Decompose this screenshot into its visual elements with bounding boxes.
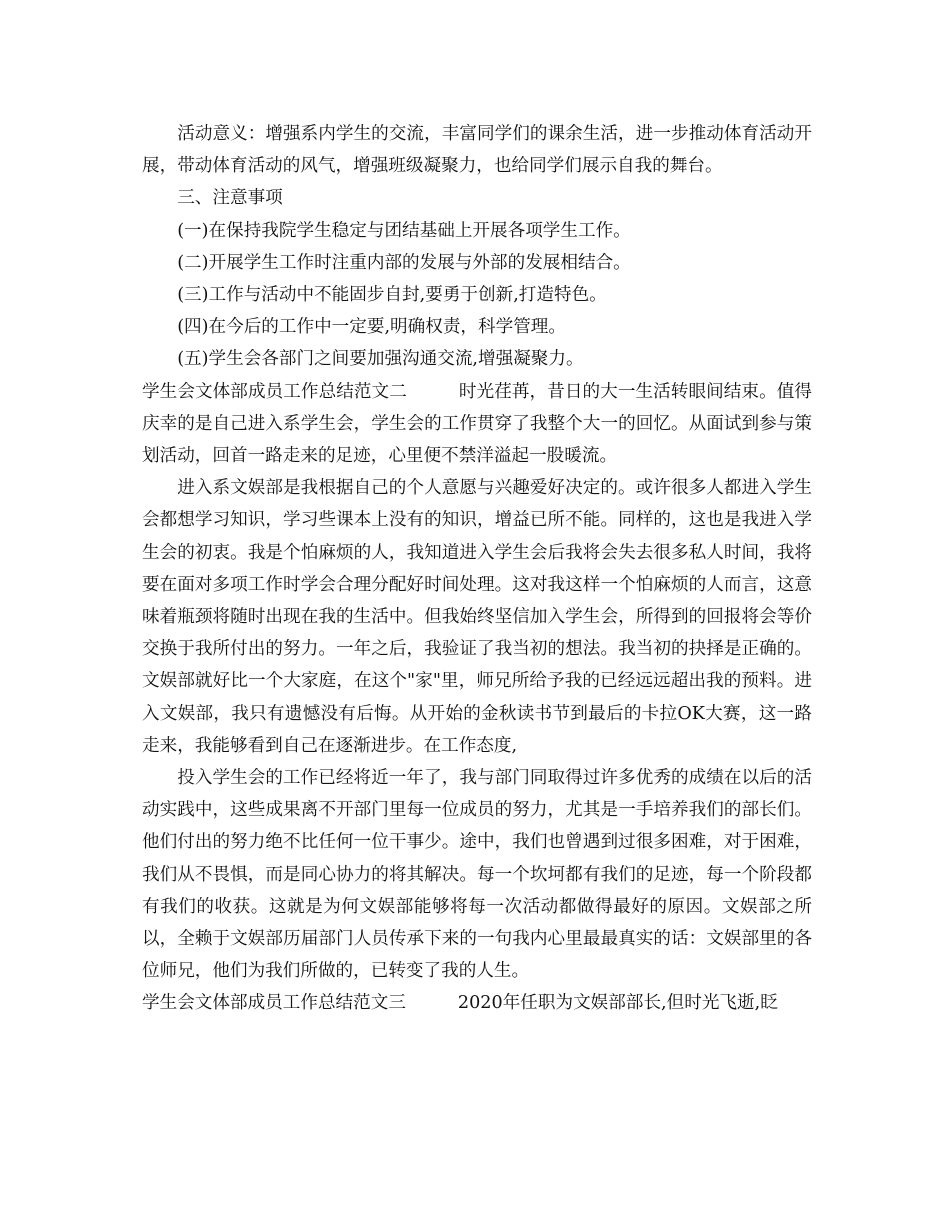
heading-notes: 三、注意事项: [177, 188, 283, 209]
paragraph-activity-significance: 活动意义：增强系内学生的交流，丰富同学们的课余生活，进一步推动体育活动开展，带动体育活动的风气，增强班级凝聚力，也给同学们展示自我的舞台。: [142, 124, 812, 177]
section-two-title: 学生会文体部成员工作总结范文二: [142, 381, 407, 402]
list-item: (五)学生会各部门之间要加强沟通交流,增强凝聚力。: [177, 349, 584, 370]
section-two-paragraph: [142, 376, 812, 473]
list-item: (二)开展学生工作时注重内部的发展与外部的发展相结合。: [177, 252, 631, 273]
document-body: [142, 118, 812, 1020]
section-two-lead: 时光荏苒，昔日的大一生活转眼间结束。值得庆幸的是自己进入系学生会，学生会的工作贯穿了我整个大一的回忆。从面试到参与策划活动，回首一路走来的足迹，心里便不禁洋溢起一股暖流。: [142, 381, 812, 467]
section-three-paragraph: [142, 987, 812, 1019]
list-item: (三)工作与活动中不能固步自封,要勇于创新,打造特色。: [177, 285, 607, 306]
body-paragraph: 进入系文娱部是我根据自己的个人意愿与兴趣爱好决定的。或许很多人都进入学生会都想学习知识，学习些课本上没有的知识，增益已所不能。同样的，这也是我进入学生会的初衷。我是个怕麻烦的人，我知道进入学生会后我将会失去很多私人时间，我将要在面对多项工作时学会合理分配好时间处理。这对我这样一个怕麻烦的人而言，这意味着瓶颈将随时出现在我的生活中。但我始终坚信加入学生会，所得到的回报将会等价交换于我所付出的努力。一年之后，我验证了我当初的想法。我当初的抉择是正确的。文娱部就好比一个大家庭，在这个"家"里，师兄所给予我的已经远远超出我的预料。进入文娱部，我只有遗憾没有后悔。从开始的金秋读书节到最后的卡拉OK大赛，这一路走来，我能够看到自己在逐渐进步。在工作态度,: [142, 478, 812, 756]
list-item: (一)在保持我院学生稳定与团结基础上开展各项学生工作。: [177, 220, 631, 241]
section-three-lead: 2020年任职为文娱部部长,但时光飞逝,眨: [457, 993, 778, 1014]
list-item: (四)在今后的工作中一定要,明确权责，科学管理。: [177, 317, 566, 338]
body-paragraph: 投入学生会的工作已经将近一年了，我与部门同取得过许多优秀的成绩在以后的活动实践中，这些成果离不开部门里每一位成员的努力，尤其是一手培养我们的部长们。他们付出的努力绝不比任何一位干事少。途中，我们也曾遇到过很多困难，对于困难，我们从不畏惧，而是同心协力的将其解决。每一个坎坷都有我们的足迹，每一个阶段都有我们的收获。这就是为何文娱部能够将每一次活动都做得最好的原因。文娱部之所以，全赖于文娱部历届部门人员传承下来的一句我内心里最最真实的话：文娱部里的各位师兄，他们为我们所做的，已转变了我的人生。: [142, 768, 812, 982]
section-three-title: 学生会文体部成员工作总结范文三: [142, 993, 406, 1014]
